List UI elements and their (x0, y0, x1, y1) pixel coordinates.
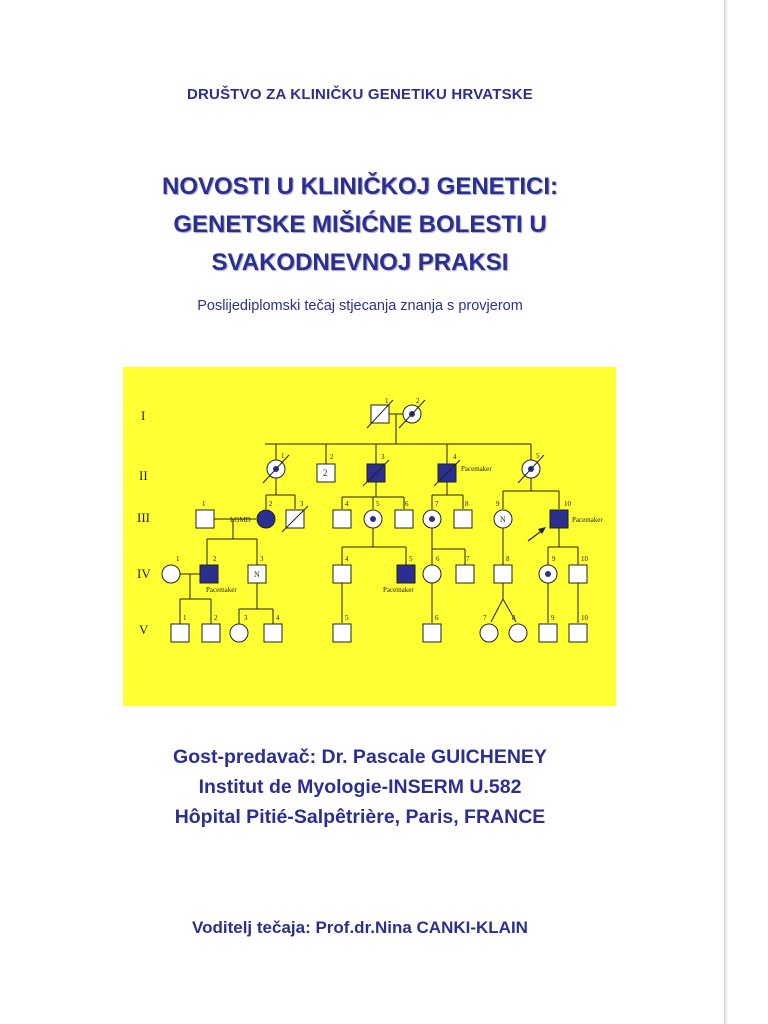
page-edge-shadow (724, 0, 728, 1024)
generation-label-3: III (137, 510, 150, 525)
svg-text:Pacemaker: Pacemaker (206, 586, 237, 594)
svg-text:5: 5 (376, 500, 380, 508)
svg-text:4: 4 (345, 555, 349, 563)
guest-lecturer-hospital: Hôpital Pitié-Salpêtrière, Paris, FRANCE (174, 806, 546, 828)
svg-text:1: 1 (385, 397, 389, 405)
svg-text:6: 6 (435, 614, 439, 622)
svg-text:1: 1 (176, 555, 180, 563)
pedigree-individual-IV-10 (569, 555, 589, 583)
svg-text:6: 6 (436, 555, 440, 563)
svg-text:3: 3 (244, 614, 248, 622)
generation-label-5: V (139, 622, 149, 637)
organization-name: DRUŠTVO ZA KLINIČKU GENETIKU HRVATSKE (186, 86, 534, 103)
svg-text:2: 2 (416, 397, 420, 405)
svg-text:LGMD: LGMD (230, 516, 251, 524)
svg-text:1: 1 (202, 500, 206, 508)
pedigree-individual-III-10 (550, 500, 603, 528)
svg-text:2: 2 (330, 453, 334, 461)
title-line-3: SVAKODNEVNOJ PRAKSI (211, 249, 509, 276)
svg-text:2: 2 (213, 555, 217, 563)
svg-text:9: 9 (552, 555, 556, 563)
pedigree-individual-IV-5 (383, 555, 415, 594)
svg-text:10: 10 (581, 555, 588, 563)
course-leader: Voditelj tečaja: Prof.dr.Nina CANKI-KLAIN (192, 918, 528, 937)
svg-text:3: 3 (381, 453, 385, 461)
pedigree-individual-V-10 (569, 614, 589, 642)
pedigree-individual-III-1 (196, 500, 214, 528)
proband-arrow (528, 527, 546, 541)
pedigree-individual-II-4 (434, 453, 492, 486)
guest-lecturer-institute: Institut de Myologie-INSERM U.582 (198, 776, 522, 798)
svg-text:3: 3 (260, 555, 264, 563)
pedigree-individual-I-2 (399, 397, 425, 428)
svg-text:N: N (254, 570, 260, 579)
pedigree-individual-V-7 (480, 614, 498, 642)
svg-text:8: 8 (512, 614, 516, 622)
svg-text:Pacemaker: Pacemaker (461, 465, 492, 473)
pedigree-individual-V-8 (509, 614, 527, 642)
svg-text:5: 5 (409, 555, 413, 563)
svg-text:7: 7 (483, 614, 487, 622)
svg-text:5: 5 (536, 452, 540, 460)
pedigree-individual-IV-1 (162, 555, 180, 583)
generation-label-1: I (141, 408, 146, 423)
svg-text:4: 4 (453, 453, 457, 461)
guest-lecturer-block (0, 742, 720, 832)
svg-text:1: 1 (183, 614, 187, 622)
guest-lecturer-name: Gost-predavač: Dr. Pascale GUICHENEY (173, 746, 547, 768)
svg-text:1: 1 (281, 452, 285, 460)
svg-text:8: 8 (465, 500, 469, 508)
svg-text:7: 7 (435, 500, 439, 508)
document-title (0, 168, 720, 282)
title-line-2: GENETSKE MIŠIĆNE BOLESTI U (173, 211, 547, 238)
svg-text:Pacemaker: Pacemaker (572, 516, 603, 524)
course-subtitle: Poslijediplomski tečaj stjecanja znanja s provjerom (197, 298, 523, 314)
svg-text:9: 9 (496, 500, 500, 508)
svg-text:10: 10 (581, 614, 588, 622)
svg-text:5: 5 (345, 614, 349, 622)
pedigree-figure (123, 367, 616, 706)
svg-text:9: 9 (551, 614, 555, 622)
generation-label-4: IV (137, 566, 151, 581)
svg-text:3: 3 (300, 500, 304, 508)
svg-text:6: 6 (405, 500, 409, 508)
svg-text:7: 7 (466, 555, 470, 563)
svg-text:2: 2 (323, 468, 328, 478)
svg-text:4: 4 (276, 614, 280, 622)
svg-text:2: 2 (214, 614, 218, 622)
svg-text:Pacemaker: Pacemaker (383, 586, 414, 594)
title-line-1: NOVOSTI U KLINIČKOJ GENETICI: (161, 173, 559, 200)
svg-text:N: N (500, 515, 506, 524)
generation-label-2: II (139, 468, 148, 483)
svg-text:8: 8 (506, 555, 510, 563)
svg-text:2: 2 (269, 500, 273, 508)
svg-text:10: 10 (564, 500, 571, 508)
svg-text:4: 4 (345, 500, 349, 508)
pedigree-individual-I-1 (367, 397, 393, 428)
pedigree-chart (123, 367, 616, 706)
pedigree-individual-III-2 (230, 500, 275, 528)
pedigree-individual-IV-2 (200, 555, 237, 594)
